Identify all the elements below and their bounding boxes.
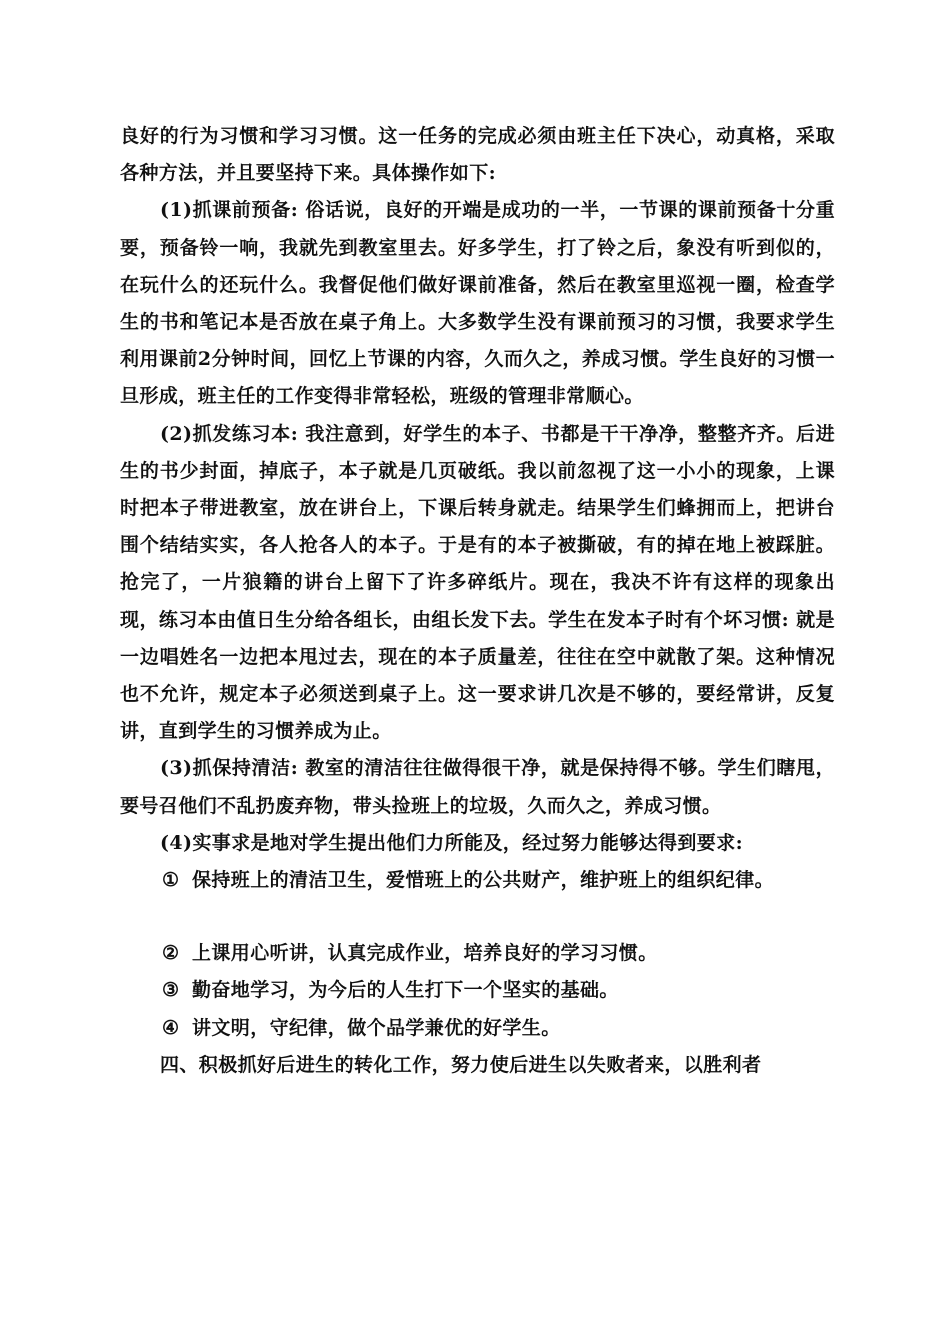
list-item bbox=[120, 972, 835, 1009]
list-text: 讲文明，守纪律，做个品学兼优的好学生。 bbox=[192, 1016, 561, 1039]
blank-gap bbox=[120, 899, 835, 935]
list-item bbox=[120, 1010, 835, 1047]
list-number: ④ bbox=[162, 1016, 180, 1039]
list-text: 勤奋地学习，为今后的人生打下一个坚实的基础。 bbox=[192, 979, 619, 1002]
list-number: ② bbox=[162, 942, 180, 965]
intro-paragraph: 良好的行为习惯和学习习惯。这一任务的完成必须由班主任下决心，动真格，采取各种方法，并且要坚持下来。具体操作如下: bbox=[120, 125, 835, 185]
paragraph-2: (2)抓发练习本: 我注意到，好学生的本子、书都是干干净净，整整齐齐。后进生的书少封面，掉底子，本子就是几页破纸。我以前忽视了这一小小的现象，上课时把本子带进教室，放在讲台上，下课后转身就走。结果学生们蜂拥而上，把讲台围个结结实实，各人抢各人的本子。于是有的本子被撕破，有的掉在地上被踩脏。抢完了，一片狼籍的讲台上留下了许多碎纸片。现在，我决不许有这样的现象出现，练习本由值日生分给各组长，由组长发下去。学生在发本子时有个坏习惯: 就是一边唱姓名一边把本甩过去，现在的本子质量差，往往在空中就散了架。这种情况也不允许，规定本子必须送到桌子上。这一要求讲几次是不够的，要经常讲，反复讲，直到学生的习惯养成为止。 bbox=[120, 422, 835, 743]
paragraph-1: (1)抓课前预备: 俗话说，良好的开端是成功的一半，一节课的课前预备十分重要，预备铃一响，我就先到教室里去。好多学生，打了铃之后，象没有听到似的，在玩什么的还玩什么。我督促他们做好课前准备，然后在教室里巡视一圈，检查学生的书和笔记本是否放在桌子角上。大多数学生没有课前预习的习惯，我要求学生利用课前2分钟时间，回忆上节课的内容，久而久之，养成习惯。学生良好的习惯一旦形成，班主任的工作变得非常轻松，班级的管理非常顺心。 bbox=[120, 199, 835, 408]
list-number: ① bbox=[162, 869, 180, 892]
paragraph-4: (4)实事求是地对学生提出他们力所能及，经过努力能够达得到要求: bbox=[160, 831, 744, 854]
paragraph-3: (3)抓保持清洁: 教室的清洁往往做得很干净，就是保持得不够。学生们瞎甩，要号召他们不乱扔废弃物，带头捡班上的垃圾，久而久之，养成习惯。 bbox=[120, 757, 835, 817]
list-number: ③ bbox=[162, 979, 180, 1002]
section-4-heading: 四、积极抓好后进生的转化工作，努力使后进生以失败者来，以胜利者 bbox=[160, 1053, 762, 1076]
list-item bbox=[120, 935, 835, 972]
list-text: 保持班上的清洁卫生，爱惜班上的公共财产，维护班上的组织纪律。 bbox=[192, 869, 775, 892]
list-item bbox=[120, 862, 835, 899]
document-body bbox=[120, 118, 835, 1084]
list-text: 上课用心听讲，认真完成作业，培养良好的学习习惯。 bbox=[192, 942, 658, 965]
